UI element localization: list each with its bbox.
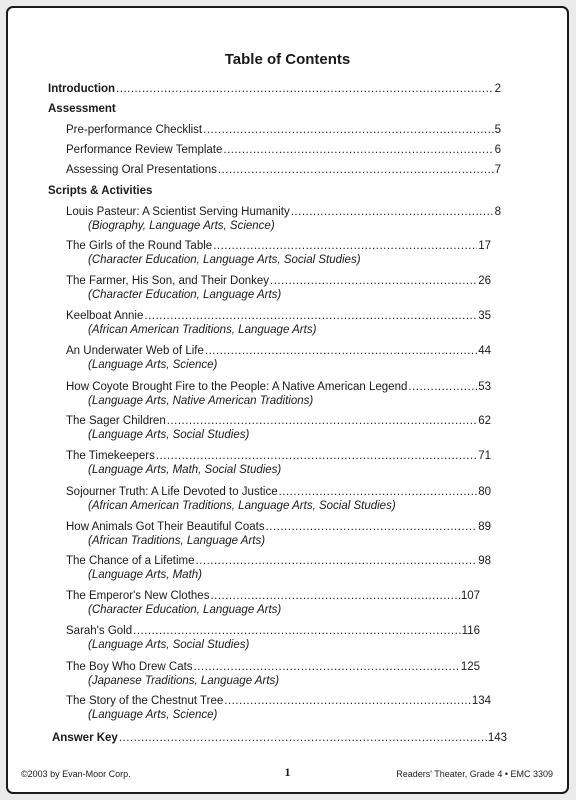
dot-leader: [223, 143, 493, 157]
dot-leader: [133, 624, 461, 638]
toc-entry-page: 6: [494, 144, 501, 156]
toc-entry-page: 125: [460, 661, 480, 673]
toc-entry-page: 53: [478, 381, 491, 393]
toc-entry-subjects: (Japanese Traditions, Language Arts): [88, 675, 280, 687]
section-heading-assessment: Assessment: [48, 103, 116, 115]
toc-entry: [66, 143, 501, 157]
toc-entry: [66, 554, 491, 568]
toc-entry-label: Sarah's Gold: [66, 625, 133, 637]
toc-entry-page: 107: [460, 590, 480, 602]
toc-entry: [66, 694, 491, 708]
toc-entry-subjects: (Character Education, Language Arts, Social Studies): [88, 254, 361, 266]
toc-entry-page: 116: [461, 625, 480, 637]
dot-leader: [156, 449, 477, 463]
toc-entry-label: An Underwater Web of Life: [66, 345, 204, 357]
toc-entry-page: 143: [487, 732, 507, 744]
toc-entry-page: 2: [494, 83, 501, 95]
toc-entry: [66, 414, 491, 428]
dot-leader: [167, 414, 477, 428]
toc-entry: [66, 485, 491, 499]
toc-entry-subjects: (Language Arts, Math): [88, 569, 202, 581]
dot-leader: [196, 554, 478, 568]
toc-entry-page: 98: [478, 555, 491, 567]
document-page: [6, 6, 569, 794]
dot-leader: [218, 163, 494, 177]
section-heading-scripts: Scripts & Activities: [48, 185, 153, 197]
toc-entry-subjects: (Biography, Language Arts, Science): [88, 220, 275, 232]
toc-entry-label: The Story of the Chestnut Tree: [66, 695, 224, 707]
toc-entry-label: Introduction: [48, 83, 116, 95]
dot-leader: [210, 589, 459, 603]
toc-entry-subjects: (African American Traditions, Language Arts): [88, 324, 317, 336]
toc-entry-label: The Sager Children: [66, 415, 166, 427]
toc-entry-label: The Boy Who Drew Cats: [66, 661, 193, 673]
page-number: 1: [284, 765, 291, 779]
toc-entry-label: The Farmer, His Son, and Their Donkey: [66, 275, 270, 287]
dot-leader: [224, 694, 471, 708]
toc-entry-label: How Coyote Brought Fire to the People: A Native American Legend: [66, 381, 408, 393]
toc-entry-label: Keelboat Annie: [66, 310, 144, 322]
dot-leader: [408, 380, 477, 394]
toc-entry-subjects: (African American Traditions, Language Arts, Social Studies): [88, 500, 396, 512]
toc-entry: [66, 344, 491, 358]
toc-entry-label: How Animals Got Their Beautiful Coats: [66, 521, 265, 533]
dot-leader: [194, 660, 460, 674]
dot-leader: [119, 731, 487, 745]
toc-entry-label: Answer Key: [52, 732, 118, 744]
dot-leader: [213, 239, 477, 253]
toc-entry-subjects: (African Traditions, Language Arts): [88, 535, 266, 547]
toc-entry-subjects: (Language Arts, Social Studies): [88, 429, 250, 441]
dot-leader: [203, 123, 493, 137]
toc-entry-introduction: [48, 82, 501, 96]
toc-entry: [66, 660, 480, 674]
dot-leader: [270, 274, 477, 288]
footer-copyright: ©2003 by Evan-Moor Corp.: [21, 769, 131, 779]
toc-entry-subjects: (Character Education, Language Arts): [88, 289, 282, 301]
dot-leader: [291, 205, 494, 219]
toc-entry-page: 44: [478, 345, 491, 357]
toc-entry-page: 17: [478, 240, 491, 252]
toc-entry: [66, 163, 501, 177]
toc-entry-page: 35: [478, 310, 491, 322]
footer-publication: Readers' Theater, Grade 4 • EMC 3309: [396, 769, 553, 779]
toc-entry-label: Performance Review Template: [66, 144, 223, 156]
toc-entry-label: Sojourner Truth: A Life Devoted to Justice: [66, 486, 278, 498]
toc-entry-subjects: (Character Education, Language Arts): [88, 604, 282, 616]
toc-entry-subjects: (Language Arts, Native American Traditions): [88, 395, 314, 407]
toc-entry-page: 71: [478, 450, 491, 462]
toc-entry-page: 80: [478, 486, 491, 498]
toc-entry: [66, 589, 480, 603]
toc-entry-subjects: (Language Arts, Science): [88, 709, 218, 721]
toc-entry-label: The Emperor's New Clothes: [66, 590, 210, 602]
dot-leader: [144, 309, 477, 323]
dot-leader: [279, 485, 478, 499]
toc-entry-subjects: (Language Arts, Social Studies): [88, 639, 250, 651]
toc-entry-page: 7: [494, 164, 501, 176]
dot-leader: [116, 82, 494, 96]
toc-entry: [66, 123, 501, 137]
toc-entry-label: The Chance of a Lifetime: [66, 555, 195, 567]
toc-entry: [66, 274, 491, 288]
toc-entry-page: 26: [478, 275, 491, 287]
toc-entry-page: 134: [471, 695, 491, 707]
dot-leader: [266, 520, 478, 534]
toc-entry: [66, 239, 491, 253]
toc-entry-label: The Timekeepers: [66, 450, 155, 462]
toc-entry-label: Pre-performance Checklist: [66, 124, 203, 136]
page-title: Table of Contents: [224, 51, 351, 68]
toc-entry-page: 5: [494, 124, 501, 136]
toc-entry-label: The Girls of the Round Table: [66, 240, 213, 252]
toc-entry: [66, 520, 491, 534]
dot-leader: [205, 344, 477, 358]
toc-entry: [66, 205, 501, 219]
toc-entry-subjects: (Language Arts, Math, Social Studies): [88, 464, 282, 476]
toc-entry: [66, 624, 480, 638]
toc-entry-page: 62: [478, 415, 491, 427]
toc-entry-page: 89: [478, 521, 491, 533]
toc-entry-label: Louis Pasteur: A Scientist Serving Humanity: [66, 206, 290, 218]
toc-entry: [66, 380, 491, 394]
toc-entry-subjects: (Language Arts, Science): [88, 359, 218, 371]
toc-entry-page: 8: [494, 206, 501, 218]
toc-entry: [66, 449, 491, 463]
toc-entry-label: Assessing Oral Presentations: [66, 164, 217, 176]
toc-entry-answer-key: [52, 731, 507, 745]
toc-entry: [66, 309, 491, 323]
